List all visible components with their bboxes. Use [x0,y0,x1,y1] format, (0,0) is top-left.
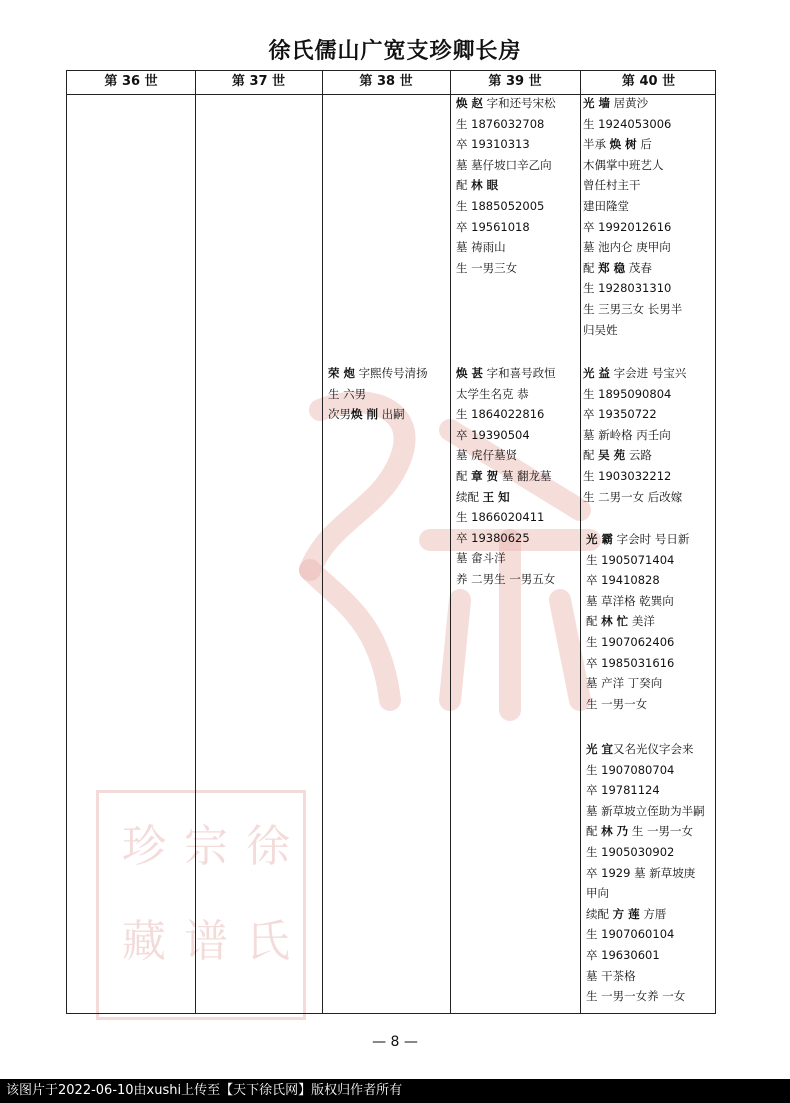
column-divider [580,71,581,1013]
relation-prefix: 次男 [328,407,351,422]
entry-line [456,425,578,446]
entry-line [586,694,716,715]
entry-line [583,93,715,114]
entry-line [586,591,716,612]
entry-text: 甲向 [586,886,609,901]
entry-line [586,863,716,884]
entry-line [583,237,715,258]
entry-text: 生 一男一女 [628,824,693,839]
upload-footer: 该图片于2022-06-10由xushi上传至【天下徐氏网】版权归作者所有 [0,1079,790,1103]
entry-text: 墓 草洋格 乾巽向 [586,593,674,608]
entry-line [456,466,578,487]
seal-glyph: 珍 [122,821,166,872]
entry-text: 归吴姓 [583,322,618,337]
seal-glyph: 谱 [184,916,228,967]
entry-line [586,550,716,571]
entry-line [586,739,716,760]
entry-line [328,384,448,405]
entry-text: 卒 19410828 [586,573,660,588]
entry-text: 墓 产洋 丁癸向 [586,676,663,691]
entry-line [456,134,578,155]
entry-line [456,237,578,258]
relation-prefix: 配 [583,260,599,275]
entry-line [456,404,578,425]
entry-text: 生 1885052005 [456,198,545,213]
entry-line [583,155,715,176]
entry-text: 美洋 [628,614,655,629]
page-title: 徐氏儒山广宽支珍卿长房 [268,38,522,64]
relation-prefix: 配 [586,614,602,629]
person-name: 郑 稳 [598,260,626,275]
entry-gen40-guangqiang [583,93,715,340]
person-name: 光 霸 [586,532,614,546]
entry-line [586,780,716,801]
entry-line [586,570,716,591]
entry-line [583,258,715,279]
entry-text: 墓 干茶格 [586,968,636,983]
entry-line [456,93,578,114]
entry-text: 卒 1985031616 [586,655,675,670]
entry-text: 生 一男一女 [586,696,648,711]
entry-text: 生 1907060104 [586,927,675,942]
entry-text: 生 二男一女 后改嫁 [583,489,683,504]
entry-text: 生 六男 [328,386,367,401]
entry-line [328,404,448,425]
entry-line [583,278,715,299]
entry-text: 墓 池内仑 庚甲向 [583,240,671,255]
entry-text: 生 1924053006 [583,116,672,131]
seal-glyph: 藏 [122,916,166,967]
entry-text: 字会进 号宝兴 [610,366,687,380]
entry-line [583,466,715,487]
entry-text: 生 1905030902 [586,844,675,859]
entry-line [583,175,715,196]
entry-text: 字和还号宋松 [483,96,556,110]
entry-line [456,196,578,217]
entry-line [586,760,716,781]
page-number: — 8 — [372,1034,418,1050]
entry-text: 生 1876032708 [456,116,545,131]
seal-glyph: 宗 [184,821,228,872]
entry-line [586,653,716,674]
person-name: 焕 赵 [456,96,484,110]
relation-prefix: 半承 [583,137,610,152]
relation-prefix: 配 [456,468,472,483]
person-name: 光 益 [583,366,611,380]
entry-text: 生 1866020411 [456,510,545,525]
entry-line [583,114,715,135]
entry-line [586,801,716,822]
seal-glyph: 徐 [246,821,290,872]
entry-line [586,842,716,863]
column-divider [195,71,196,1013]
entry-text: 茂春 [625,260,652,275]
entry-line [583,425,715,446]
entry-text: 卒 19380625 [456,530,530,545]
relation-prefix: 配 [583,448,599,463]
entry-text: 墓 畲斗洋 [456,551,506,566]
entry-line [583,299,715,320]
entry-text: 生 1905071404 [586,552,675,567]
person-name: 林 忙 [601,614,629,629]
person-name: 光 墙 [583,96,611,110]
entry-text: 生 1907080704 [586,762,675,777]
entry-line [586,924,716,945]
entry-line [586,904,716,925]
entry-text: 养 二男生 一男五女 [456,571,556,586]
entry-text: 墓 翻龙墓 [498,468,552,483]
entry-text: 卒 19630601 [586,947,660,962]
entry-gen40-guangba [586,529,716,714]
header-gen-36: 第 36 世 [104,74,158,89]
entry-text: 出嗣 [378,407,405,422]
person-name: 焕 树 [609,137,637,152]
entry-line [586,673,716,694]
person-name: 章 贺 [471,468,499,483]
entry-line [586,632,716,653]
entry-line [456,569,578,590]
relation-prefix: 配 [456,178,472,193]
table-header [67,71,715,95]
entry-line [586,966,716,987]
relation-prefix: 续配 [456,489,483,504]
person-name: 王 知 [482,489,510,504]
entry-line [586,883,716,904]
entry-line [586,529,716,550]
entry-text: 木偶掌中班艺人 [583,157,664,172]
entry-line [583,384,715,405]
entry-line [456,363,578,384]
entry-text: 墓 新岭格 丙壬向 [583,427,671,442]
entry-text: 卒 19781124 [586,783,660,798]
entry-line [586,986,716,1007]
header-gen-40: 第 40 世 [621,74,676,89]
entry-text: 生 1907062406 [586,634,675,649]
entry-text: 曾任村主干 [583,178,641,193]
entry-line [583,134,715,155]
entry-line [586,945,716,966]
person-name: 吴 苑 [598,448,626,463]
entry-text: 字和喜号政恒 [483,366,556,380]
entry-text: 字会时 号日新 [613,532,690,546]
entry-text: 墓 虎仔墓贤 [456,448,518,463]
entry-text: 字熙传号清扬 [355,366,428,380]
entry-line [583,217,715,238]
person-name: 焕 甚 [456,366,484,380]
entry-gen40-guangyi2 [586,739,716,1007]
entry-line [456,445,578,466]
entry-line [583,404,715,425]
entry-text: 生 一男三女 [456,260,518,275]
entry-line [583,363,715,384]
relation-prefix: 续配 [586,906,613,921]
entry-text: 太学生名克 恭 [456,386,529,401]
header-gen-37: 第 37 世 [231,74,286,89]
person-name: 光 宜 [586,742,614,756]
entry-text: 生 一男一女养 一女 [586,989,686,1004]
person-name: 林 眼 [471,178,499,193]
header-gen-39: 第 39 世 [488,74,542,89]
entry-text: 建田隆堂 [583,198,629,213]
entry-gen38-rongpao [328,363,448,425]
entry-text: 卒 1929 墓 新草坡庚 [586,865,696,880]
entry-line [583,487,715,508]
entry-text: 方厝 [639,906,667,921]
person-name: 林 乃 [601,824,629,839]
entry-line [456,548,578,569]
entry-text: 云路 [625,448,652,463]
entry-line [456,114,578,135]
entry-line [456,258,578,279]
person-name: 荣 炮 [328,366,356,380]
entry-text: 卒 1992012616 [583,219,672,234]
entry-line [456,528,578,549]
entry-gen39-huanshen [456,363,578,590]
person-name: 焕 削 [351,407,379,422]
person-name: 方 莲 [612,906,640,921]
entry-line [586,821,716,842]
entry-text: 居黄沙 [610,96,649,110]
column-divider [322,71,323,1013]
entry-text: 墓 墓仔坡口辛乙向 [456,157,552,172]
entry-line [583,320,715,341]
entry-line [456,217,578,238]
entry-text: 卒 19310313 [456,137,530,152]
entry-line [583,196,715,217]
header-gen-38: 第 38 世 [359,74,413,89]
entry-text: 卒 19350722 [583,407,657,422]
entry-line [456,507,578,528]
column-divider [450,71,451,1013]
entry-text: 生 1864022816 [456,407,545,422]
entry-text: 卒 19561018 [456,219,530,234]
entry-text: 生 1928031310 [583,281,672,296]
relation-prefix: 配 [586,824,602,839]
entry-text: 后 [636,137,652,152]
genealogy-table [66,70,716,1014]
entry-gen39-huanzhao [456,93,578,278]
entry-text: 卒 19390504 [456,427,530,442]
entry-text: 墓 祷雨山 [456,240,506,255]
entry-text: 又名光仪字会来 [613,742,694,756]
entry-line [583,445,715,466]
entry-line [456,175,578,196]
entry-text: 生 三男三女 长男半 [583,301,683,316]
entry-line [586,611,716,632]
entry-text: 生 1903032212 [583,468,672,483]
entry-line [456,155,578,176]
entry-line [456,384,578,405]
entry-text: 生 1895090804 [583,386,672,401]
entry-line [456,487,578,508]
entry-text: 墓 新草坡立侄助为半嗣 [586,803,705,818]
seal-glyph: 氏 [246,916,290,967]
entry-gen40-guangyi [583,363,715,507]
entry-line [328,363,448,384]
